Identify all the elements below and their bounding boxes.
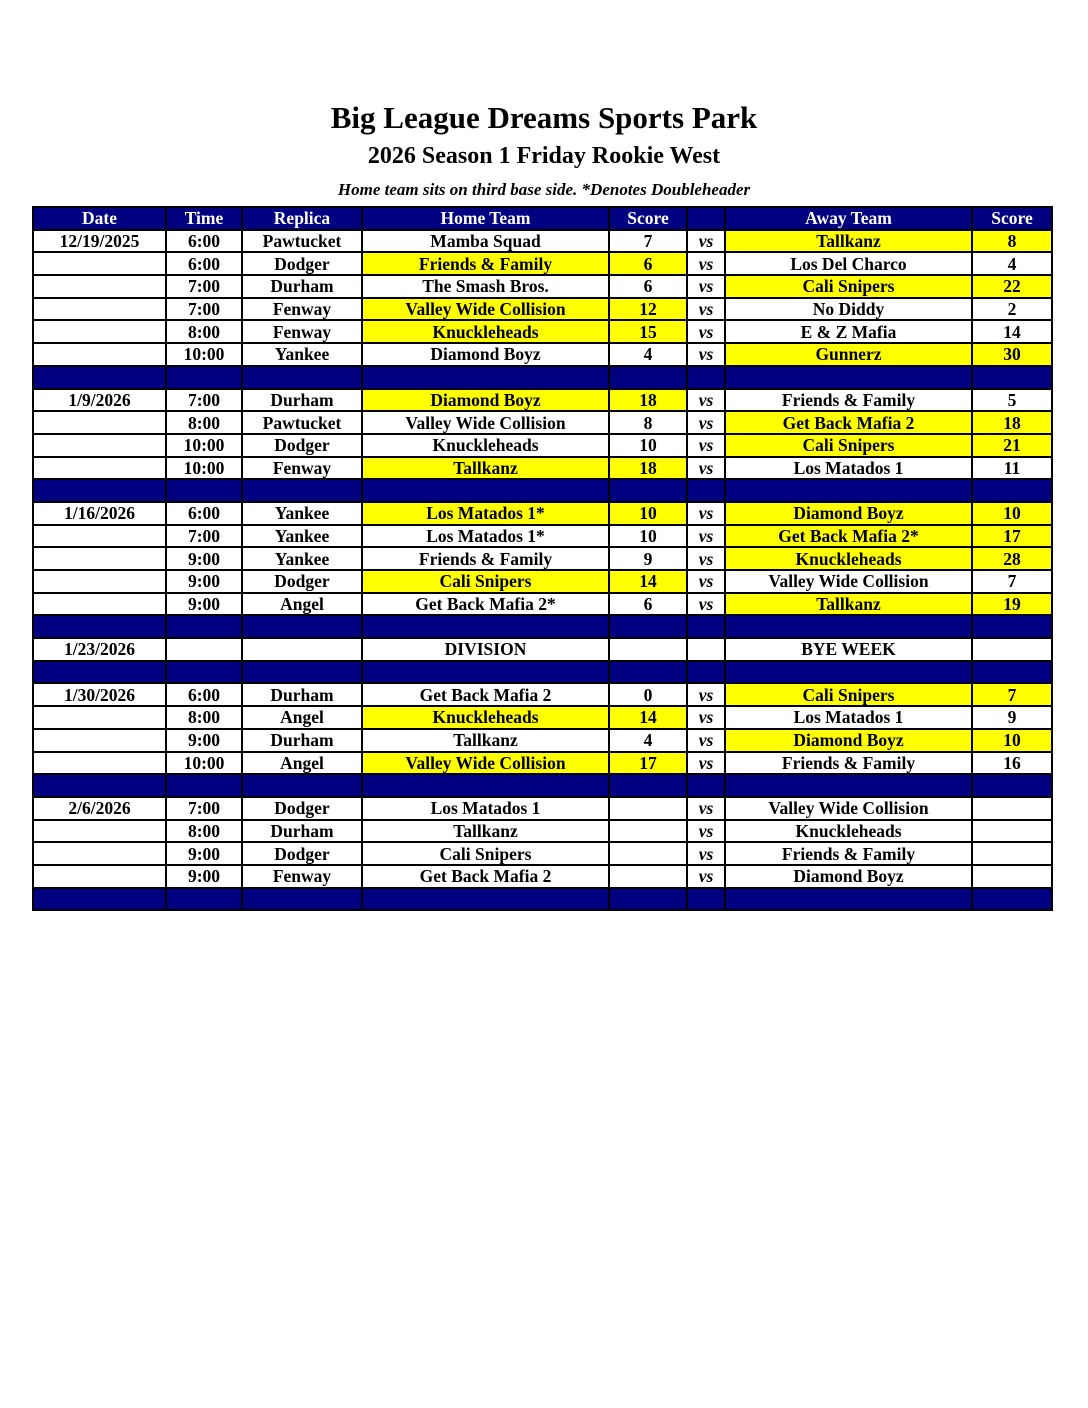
separator-cell <box>687 774 725 797</box>
game-row <box>33 593 1052 616</box>
week-separator-row <box>33 366 1052 389</box>
separator-cell <box>362 615 609 638</box>
replica-cell: Fenway <box>242 457 362 480</box>
time-cell: 6:00 <box>166 683 242 706</box>
separator-cell <box>33 888 166 911</box>
home-team-cell: Valley Wide Collision <box>362 298 609 321</box>
replica-cell: Angel <box>242 593 362 616</box>
away-team-cell: BYE WEEK <box>725 638 972 661</box>
replica-cell: Pawtucket <box>242 411 362 434</box>
separator-cell <box>609 479 687 502</box>
home-team-cell: Diamond Boyz <box>362 343 609 366</box>
date-cell <box>33 525 166 548</box>
vs-cell: vs <box>687 706 725 729</box>
game-row <box>33 638 1052 661</box>
time-cell: 8:00 <box>166 706 242 729</box>
vs-cell: vs <box>687 547 725 570</box>
home-score-cell: 17 <box>609 752 687 775</box>
away-score-cell: 7 <box>972 683 1052 706</box>
schedule-table <box>32 206 1053 911</box>
home-score-cell <box>609 865 687 888</box>
header-row <box>33 207 1052 230</box>
home-score-cell <box>609 842 687 865</box>
vs-cell: vs <box>687 298 725 321</box>
game-row <box>33 570 1052 593</box>
replica-cell: Dodger <box>242 570 362 593</box>
time-cell: 9:00 <box>166 842 242 865</box>
separator-cell <box>687 888 725 911</box>
away-score-cell: 4 <box>972 252 1052 275</box>
away-score-cell: 9 <box>972 706 1052 729</box>
week-separator-row <box>33 774 1052 797</box>
header-vs <box>687 207 725 230</box>
replica-cell <box>242 638 362 661</box>
time-cell: 8:00 <box>166 411 242 434</box>
separator-cell <box>242 366 362 389</box>
away-score-cell: 21 <box>972 434 1052 457</box>
separator-cell <box>33 774 166 797</box>
away-team-cell: Cali Snipers <box>725 683 972 706</box>
away-team-cell: Los Matados 1 <box>725 457 972 480</box>
header-time: Time <box>166 207 242 230</box>
game-row <box>33 411 1052 434</box>
home-team-cell: Los Matados 1 <box>362 797 609 820</box>
time-cell: 7:00 <box>166 389 242 412</box>
away-team-cell: Los Matados 1 <box>725 706 972 729</box>
home-team-cell: DIVISION <box>362 638 609 661</box>
home-team-cell: Tallkanz <box>362 729 609 752</box>
away-team-cell: Cali Snipers <box>725 434 972 457</box>
home-score-cell: 10 <box>609 525 687 548</box>
replica-cell: Fenway <box>242 320 362 343</box>
date-cell <box>33 820 166 843</box>
replica-cell: Durham <box>242 275 362 298</box>
separator-cell <box>687 366 725 389</box>
replica-cell: Dodger <box>242 252 362 275</box>
game-row <box>33 842 1052 865</box>
replica-cell: Durham <box>242 683 362 706</box>
home-team-cell: Los Matados 1* <box>362 525 609 548</box>
separator-cell <box>362 366 609 389</box>
away-score-cell: 10 <box>972 729 1052 752</box>
separator-cell <box>166 774 242 797</box>
separator-cell <box>362 661 609 684</box>
date-cell <box>33 343 166 366</box>
away-score-cell: 7 <box>972 570 1052 593</box>
time-cell: 7:00 <box>166 298 242 321</box>
home-score-cell: 14 <box>609 570 687 593</box>
home-score-cell: 8 <box>609 411 687 434</box>
separator-cell <box>609 366 687 389</box>
separator-cell <box>725 774 972 797</box>
page-subtitle: 2026 Season 1 Friday Rookie West <box>367 143 721 169</box>
away-score-cell: 17 <box>972 525 1052 548</box>
game-row <box>33 525 1052 548</box>
replica-cell: Durham <box>242 729 362 752</box>
away-score-cell: 10 <box>972 502 1052 525</box>
away-team-cell: Diamond Boyz <box>725 865 972 888</box>
home-score-cell: 7 <box>609 230 687 253</box>
time-cell: 6:00 <box>166 230 242 253</box>
home-team-cell: Cali Snipers <box>362 570 609 593</box>
separator-cell <box>242 774 362 797</box>
away-team-cell: Get Back Mafia 2 <box>725 411 972 434</box>
home-team-cell: Cali Snipers <box>362 842 609 865</box>
home-team-cell: Knuckleheads <box>362 320 609 343</box>
away-score-cell <box>972 797 1052 820</box>
schedule-note: Home team sits on third base side. *Denotes Doubleheader <box>337 180 751 199</box>
date-cell: 2/6/2026 <box>33 797 166 820</box>
separator-cell <box>166 661 242 684</box>
away-team-cell: E & Z Mafia <box>725 320 972 343</box>
separator-cell <box>33 661 166 684</box>
home-score-cell: 9 <box>609 547 687 570</box>
week-separator-row <box>33 615 1052 638</box>
vs-cell: vs <box>687 683 725 706</box>
replica-cell: Pawtucket <box>242 230 362 253</box>
time-cell: 7:00 <box>166 797 242 820</box>
header-replica: Replica <box>242 207 362 230</box>
header-home-team: Home Team <box>362 207 609 230</box>
separator-cell <box>687 479 725 502</box>
home-team-cell: Get Back Mafia 2 <box>362 683 609 706</box>
date-cell: 1/16/2026 <box>33 502 166 525</box>
vs-cell: vs <box>687 320 725 343</box>
separator-cell <box>33 479 166 502</box>
date-cell: 1/23/2026 <box>33 638 166 661</box>
separator-cell <box>972 888 1052 911</box>
separator-cell <box>166 366 242 389</box>
away-team-cell: Friends & Family <box>725 752 972 775</box>
separator-cell <box>166 615 242 638</box>
home-score-cell <box>609 638 687 661</box>
date-cell <box>33 593 166 616</box>
game-row <box>33 547 1052 570</box>
home-team-cell: Get Back Mafia 2* <box>362 593 609 616</box>
time-cell: 9:00 <box>166 865 242 888</box>
time-cell: 10:00 <box>166 752 242 775</box>
date-cell <box>33 457 166 480</box>
game-row <box>33 683 1052 706</box>
home-score-cell <box>609 820 687 843</box>
vs-cell: vs <box>687 343 725 366</box>
vs-cell: vs <box>687 842 725 865</box>
away-score-cell: 30 <box>972 343 1052 366</box>
vs-cell: vs <box>687 411 725 434</box>
home-score-cell: 18 <box>609 457 687 480</box>
away-team-cell: Los Del Charco <box>725 252 972 275</box>
away-team-cell: Valley Wide Collision <box>725 797 972 820</box>
date-cell <box>33 842 166 865</box>
away-team-cell: Get Back Mafia 2* <box>725 525 972 548</box>
home-score-cell: 10 <box>609 502 687 525</box>
away-team-cell: Friends & Family <box>725 842 972 865</box>
away-score-cell: 8 <box>972 230 1052 253</box>
home-score-cell: 14 <box>609 706 687 729</box>
away-score-cell: 16 <box>972 752 1052 775</box>
vs-cell: vs <box>687 797 725 820</box>
home-team-cell: Diamond Boyz <box>362 389 609 412</box>
separator-cell <box>33 615 166 638</box>
date-cell <box>33 570 166 593</box>
game-row <box>33 252 1052 275</box>
game-row <box>33 434 1052 457</box>
home-team-cell: Knuckleheads <box>362 706 609 729</box>
away-score-cell <box>972 638 1052 661</box>
game-row <box>33 275 1052 298</box>
separator-cell <box>725 661 972 684</box>
away-team-cell: Diamond Boyz <box>725 729 972 752</box>
home-team-cell: Friends & Family <box>362 547 609 570</box>
header-away-score: Score <box>972 207 1052 230</box>
separator-cell <box>725 366 972 389</box>
separator-cell <box>242 888 362 911</box>
home-score-cell: 18 <box>609 389 687 412</box>
replica-cell: Yankee <box>242 547 362 570</box>
replica-cell: Fenway <box>242 298 362 321</box>
home-team-cell: The Smash Bros. <box>362 275 609 298</box>
away-score-cell: 14 <box>972 320 1052 343</box>
home-score-cell: 12 <box>609 298 687 321</box>
date-cell: 1/9/2026 <box>33 389 166 412</box>
away-score-cell: 22 <box>972 275 1052 298</box>
date-cell <box>33 547 166 570</box>
vs-cell: vs <box>687 729 725 752</box>
game-row <box>33 298 1052 321</box>
away-team-cell: Gunnerz <box>725 343 972 366</box>
separator-cell <box>687 615 725 638</box>
separator-cell <box>242 479 362 502</box>
date-cell <box>33 320 166 343</box>
separator-cell <box>725 888 972 911</box>
game-row <box>33 389 1052 412</box>
time-cell: 6:00 <box>166 252 242 275</box>
away-team-cell: No Diddy <box>725 298 972 321</box>
separator-cell <box>725 479 972 502</box>
game-row <box>33 752 1052 775</box>
away-score-cell: 28 <box>972 547 1052 570</box>
home-team-cell: Knuckleheads <box>362 434 609 457</box>
date-cell <box>33 865 166 888</box>
game-row <box>33 230 1052 253</box>
vs-cell: vs <box>687 752 725 775</box>
page-title: Big League Dreams Sports Park <box>330 100 758 135</box>
game-row <box>33 706 1052 729</box>
separator-cell <box>972 366 1052 389</box>
vs-cell: vs <box>687 252 725 275</box>
time-cell: 7:00 <box>166 525 242 548</box>
date-cell: 1/30/2026 <box>33 683 166 706</box>
vs-cell: vs <box>687 434 725 457</box>
date-cell <box>33 411 166 434</box>
home-score-cell: 6 <box>609 593 687 616</box>
week-separator-row <box>33 661 1052 684</box>
home-team-cell: Tallkanz <box>362 820 609 843</box>
time-cell <box>166 638 242 661</box>
vs-cell: vs <box>687 275 725 298</box>
home-score-cell <box>609 797 687 820</box>
header-away-team: Away Team <box>725 207 972 230</box>
separator-cell <box>362 774 609 797</box>
replica-cell: Dodger <box>242 434 362 457</box>
header-home-score: Score <box>609 207 687 230</box>
time-cell: 7:00 <box>166 275 242 298</box>
away-team-cell: Knuckleheads <box>725 820 972 843</box>
vs-cell <box>687 638 725 661</box>
time-cell: 9:00 <box>166 729 242 752</box>
away-team-cell: Friends & Family <box>725 389 972 412</box>
header-date: Date <box>33 207 166 230</box>
home-team-cell: Friends & Family <box>362 252 609 275</box>
time-cell: 8:00 <box>166 820 242 843</box>
separator-cell <box>725 615 972 638</box>
game-row <box>33 502 1052 525</box>
date-cell <box>33 752 166 775</box>
replica-cell: Durham <box>242 389 362 412</box>
date-cell: 12/19/2025 <box>33 230 166 253</box>
away-score-cell: 18 <box>972 411 1052 434</box>
replica-cell: Dodger <box>242 797 362 820</box>
separator-cell <box>362 888 609 911</box>
replica-cell: Fenway <box>242 865 362 888</box>
replica-cell: Dodger <box>242 842 362 865</box>
time-cell: 10:00 <box>166 434 242 457</box>
away-team-cell: Cali Snipers <box>725 275 972 298</box>
home-score-cell: 15 <box>609 320 687 343</box>
separator-cell <box>33 366 166 389</box>
away-score-cell: 5 <box>972 389 1052 412</box>
replica-cell: Yankee <box>242 502 362 525</box>
date-cell <box>33 275 166 298</box>
vs-cell: vs <box>687 570 725 593</box>
replica-cell: Yankee <box>242 525 362 548</box>
separator-cell <box>609 615 687 638</box>
away-score-cell: 2 <box>972 298 1052 321</box>
separator-cell <box>242 661 362 684</box>
home-score-cell: 4 <box>609 729 687 752</box>
separator-cell <box>242 615 362 638</box>
game-row <box>33 820 1052 843</box>
away-team-cell: Tallkanz <box>725 593 972 616</box>
home-score-cell: 4 <box>609 343 687 366</box>
home-score-cell: 6 <box>609 275 687 298</box>
date-cell <box>33 434 166 457</box>
replica-cell: Angel <box>242 706 362 729</box>
vs-cell: vs <box>687 593 725 616</box>
vs-cell: vs <box>687 457 725 480</box>
separator-cell <box>166 479 242 502</box>
separator-cell <box>609 661 687 684</box>
away-score-cell <box>972 865 1052 888</box>
home-team-cell: Valley Wide Collision <box>362 411 609 434</box>
home-score-cell: 0 <box>609 683 687 706</box>
date-cell <box>33 252 166 275</box>
home-score-cell: 10 <box>609 434 687 457</box>
game-row <box>33 457 1052 480</box>
separator-cell <box>609 774 687 797</box>
vs-cell: vs <box>687 820 725 843</box>
separator-cell <box>687 661 725 684</box>
separator-cell <box>972 479 1052 502</box>
separator-cell <box>972 661 1052 684</box>
time-cell: 9:00 <box>166 570 242 593</box>
game-row <box>33 797 1052 820</box>
away-team-cell: Knuckleheads <box>725 547 972 570</box>
game-row <box>33 729 1052 752</box>
away-score-cell: 19 <box>972 593 1052 616</box>
date-cell <box>33 298 166 321</box>
vs-cell: vs <box>687 502 725 525</box>
date-cell <box>33 706 166 729</box>
time-cell: 8:00 <box>166 320 242 343</box>
vs-cell: vs <box>687 865 725 888</box>
home-team-cell: Los Matados 1* <box>362 502 609 525</box>
game-row <box>33 343 1052 366</box>
home-team-cell: Valley Wide Collision <box>362 752 609 775</box>
time-cell: 9:00 <box>166 593 242 616</box>
replica-cell: Yankee <box>242 343 362 366</box>
away-score-cell <box>972 842 1052 865</box>
vs-cell: vs <box>687 230 725 253</box>
separator-cell <box>972 615 1052 638</box>
week-separator-row <box>33 479 1052 502</box>
separator-cell <box>972 774 1052 797</box>
separator-cell <box>362 479 609 502</box>
vs-cell: vs <box>687 389 725 412</box>
home-team-cell: Mamba Squad <box>362 230 609 253</box>
time-cell: 10:00 <box>166 457 242 480</box>
away-team-cell: Valley Wide Collision <box>725 570 972 593</box>
week-separator-row <box>33 888 1052 911</box>
home-team-cell: Get Back Mafia 2 <box>362 865 609 888</box>
away-team-cell: Diamond Boyz <box>725 502 972 525</box>
home-score-cell: 6 <box>609 252 687 275</box>
away-score-cell <box>972 820 1052 843</box>
separator-cell <box>166 888 242 911</box>
schedule-body <box>33 230 1052 911</box>
game-row <box>33 320 1052 343</box>
time-cell: 10:00 <box>166 343 242 366</box>
replica-cell: Durham <box>242 820 362 843</box>
game-row <box>33 865 1052 888</box>
replica-cell: Angel <box>242 752 362 775</box>
separator-cell <box>609 888 687 911</box>
home-team-cell: Tallkanz <box>362 457 609 480</box>
time-cell: 6:00 <box>166 502 242 525</box>
date-cell <box>33 729 166 752</box>
away-team-cell: Tallkanz <box>725 230 972 253</box>
vs-cell: vs <box>687 525 725 548</box>
away-score-cell: 11 <box>972 457 1052 480</box>
time-cell: 9:00 <box>166 547 242 570</box>
